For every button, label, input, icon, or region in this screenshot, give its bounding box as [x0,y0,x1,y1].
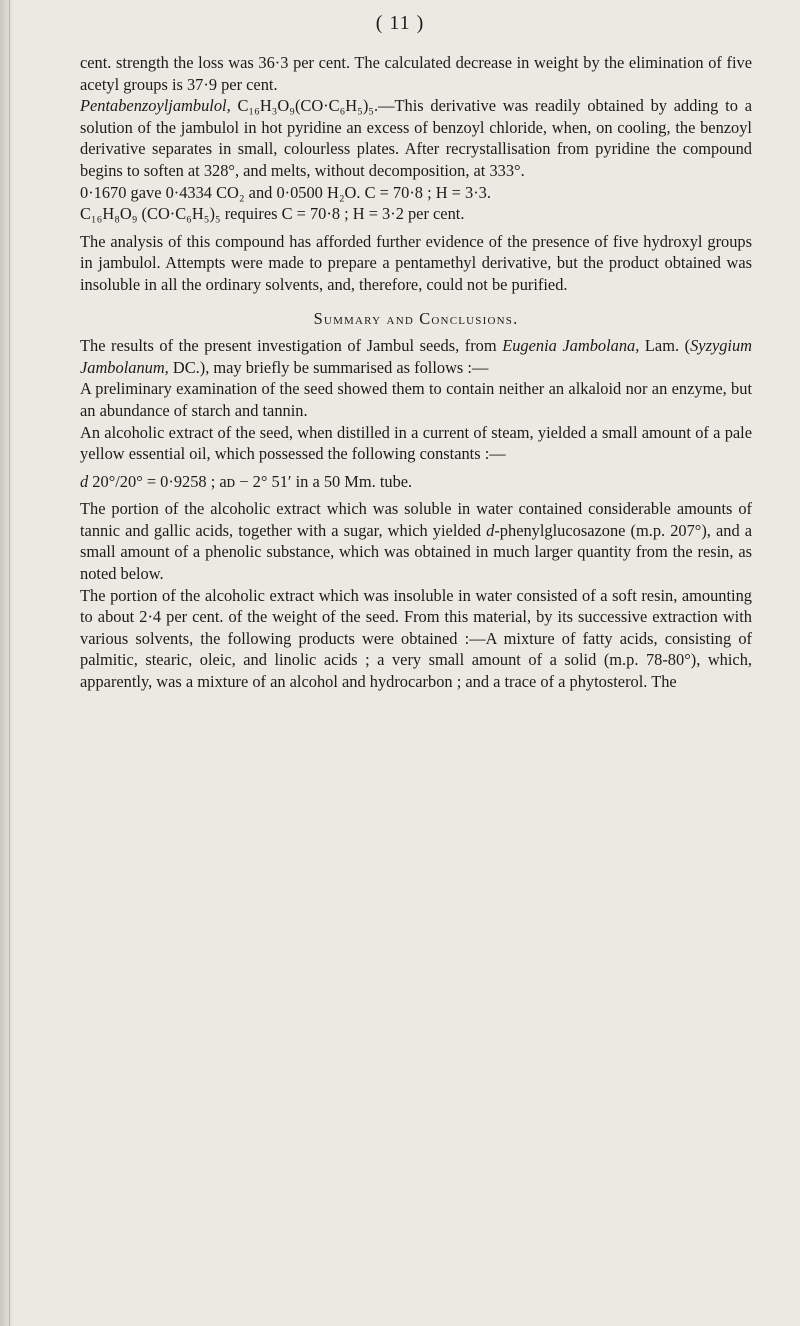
compound-formula: C₁₆H₃O₉(CO·C₆H₅)₅. [237,96,379,116]
paragraph-essential-oil: An alcoholic extract of the seed, when distilled in a current of steam, yielded a small amount of a pale yellow essential oil, which possessed the following constants :— [80,422,752,464]
binding-shadow [0,0,14,1326]
paragraph-insoluble-portion: The portion of the alcoholic extract which was insoluble in water consisted of a soft resin, amounting to about 2·4 per cent. of the weight of the seed. From this material, by its successive extraction with various solvents, the following products were obtained :—A mixture of fatty acids, consisting of palmitic, stearic, oleic, and linolic acids ; a very small amount of a solid (m.p. 78-80°), which, apparently, was a mixture of an alcohol and hydrocarbon ; and a trace of a phytosterol. The [80,585,752,692]
results-text-a: The results of the present investigation of Jambul seeds, from [80,336,503,356]
d-prefix: d [486,520,495,540]
section-heading: Summary and Conclusions. [313,308,519,328]
binding-line [9,0,10,1326]
analysis-required: C₁₆H₈O₉ (CO·C₆H₅)₅ requires C = 70·8 ; H = 3·2 per cent. [80,204,465,224]
compound-name: Pentabenzoyljambulol, [80,96,231,116]
soluble-text-a: The portion of the alcoholic extract which was soluble in water contained considerable amounts of tannic and gallic acids, together with a sugar, which yielded [80,499,752,540]
oil-constants [80,471,752,493]
species-name-syzygium: Syzygium Jambolanum, [80,336,752,377]
paragraph-analysis-evidence: The analysis of this compound has afforded further evidence of the presence of five hydroxyl groups in jambulol. Attempts were made to prepare a pentamethyl derivative, but the product obtained was insoluble in all the ordinary solvents, and, therefore, could not be purified. [80,231,752,294]
density-symbol: d [80,471,89,491]
paragraph-soluble-portion [80,498,752,584]
paragraph-preliminary: A preliminary examination of the seed showed them to contain neither an alkaloid nor an enzyme, but an abundance of starch and tannin. [80,379,752,420]
results-text-c: DC.), may briefly be summarised as follows :— [168,357,489,377]
paragraph-pentabenzoyl [80,95,752,181]
analysis-found: 0·1670 gave 0·4334 CO₂ and 0·0500 H₂O. C = 70·8 ; H = 3·3. [80,182,491,202]
constants-values: 20°/20° = 0·9258 ; aᴅ − 2° 51′ in a 50 Mm. tube. [88,471,413,491]
body-text [80,52,752,693]
paragraph-results [80,335,752,378]
results-text-b: Lam. ( [639,336,691,356]
soluble-text-b: -phenylglucosazone (m.p. 207°), and a small amount of a phenolic substance, which was obtained in much larger quantity from the resin, as noted below. [80,520,753,584]
page-number: ( 11 ) [375,12,425,34]
paragraph-continuation: cent. strength the loss was 36·3 per cent. The calculated decrease in weight by the elimination of five acetyl groups is 37·9 per cent. [80,53,752,94]
species-name-eugenia: Eugenia Jambolana, [502,336,640,356]
compound-description: —This derivative was readily obtained by adding to a solution of the jambulol in hot pyridine an excess of benzoyl chloride, when, on cooling, the benzoyl derivative separates in small, colourless plates. After recrystallisation from pyridine the compound begins to soften at 328°, and melts, without decomposition, at 333°. [80,96,752,180]
